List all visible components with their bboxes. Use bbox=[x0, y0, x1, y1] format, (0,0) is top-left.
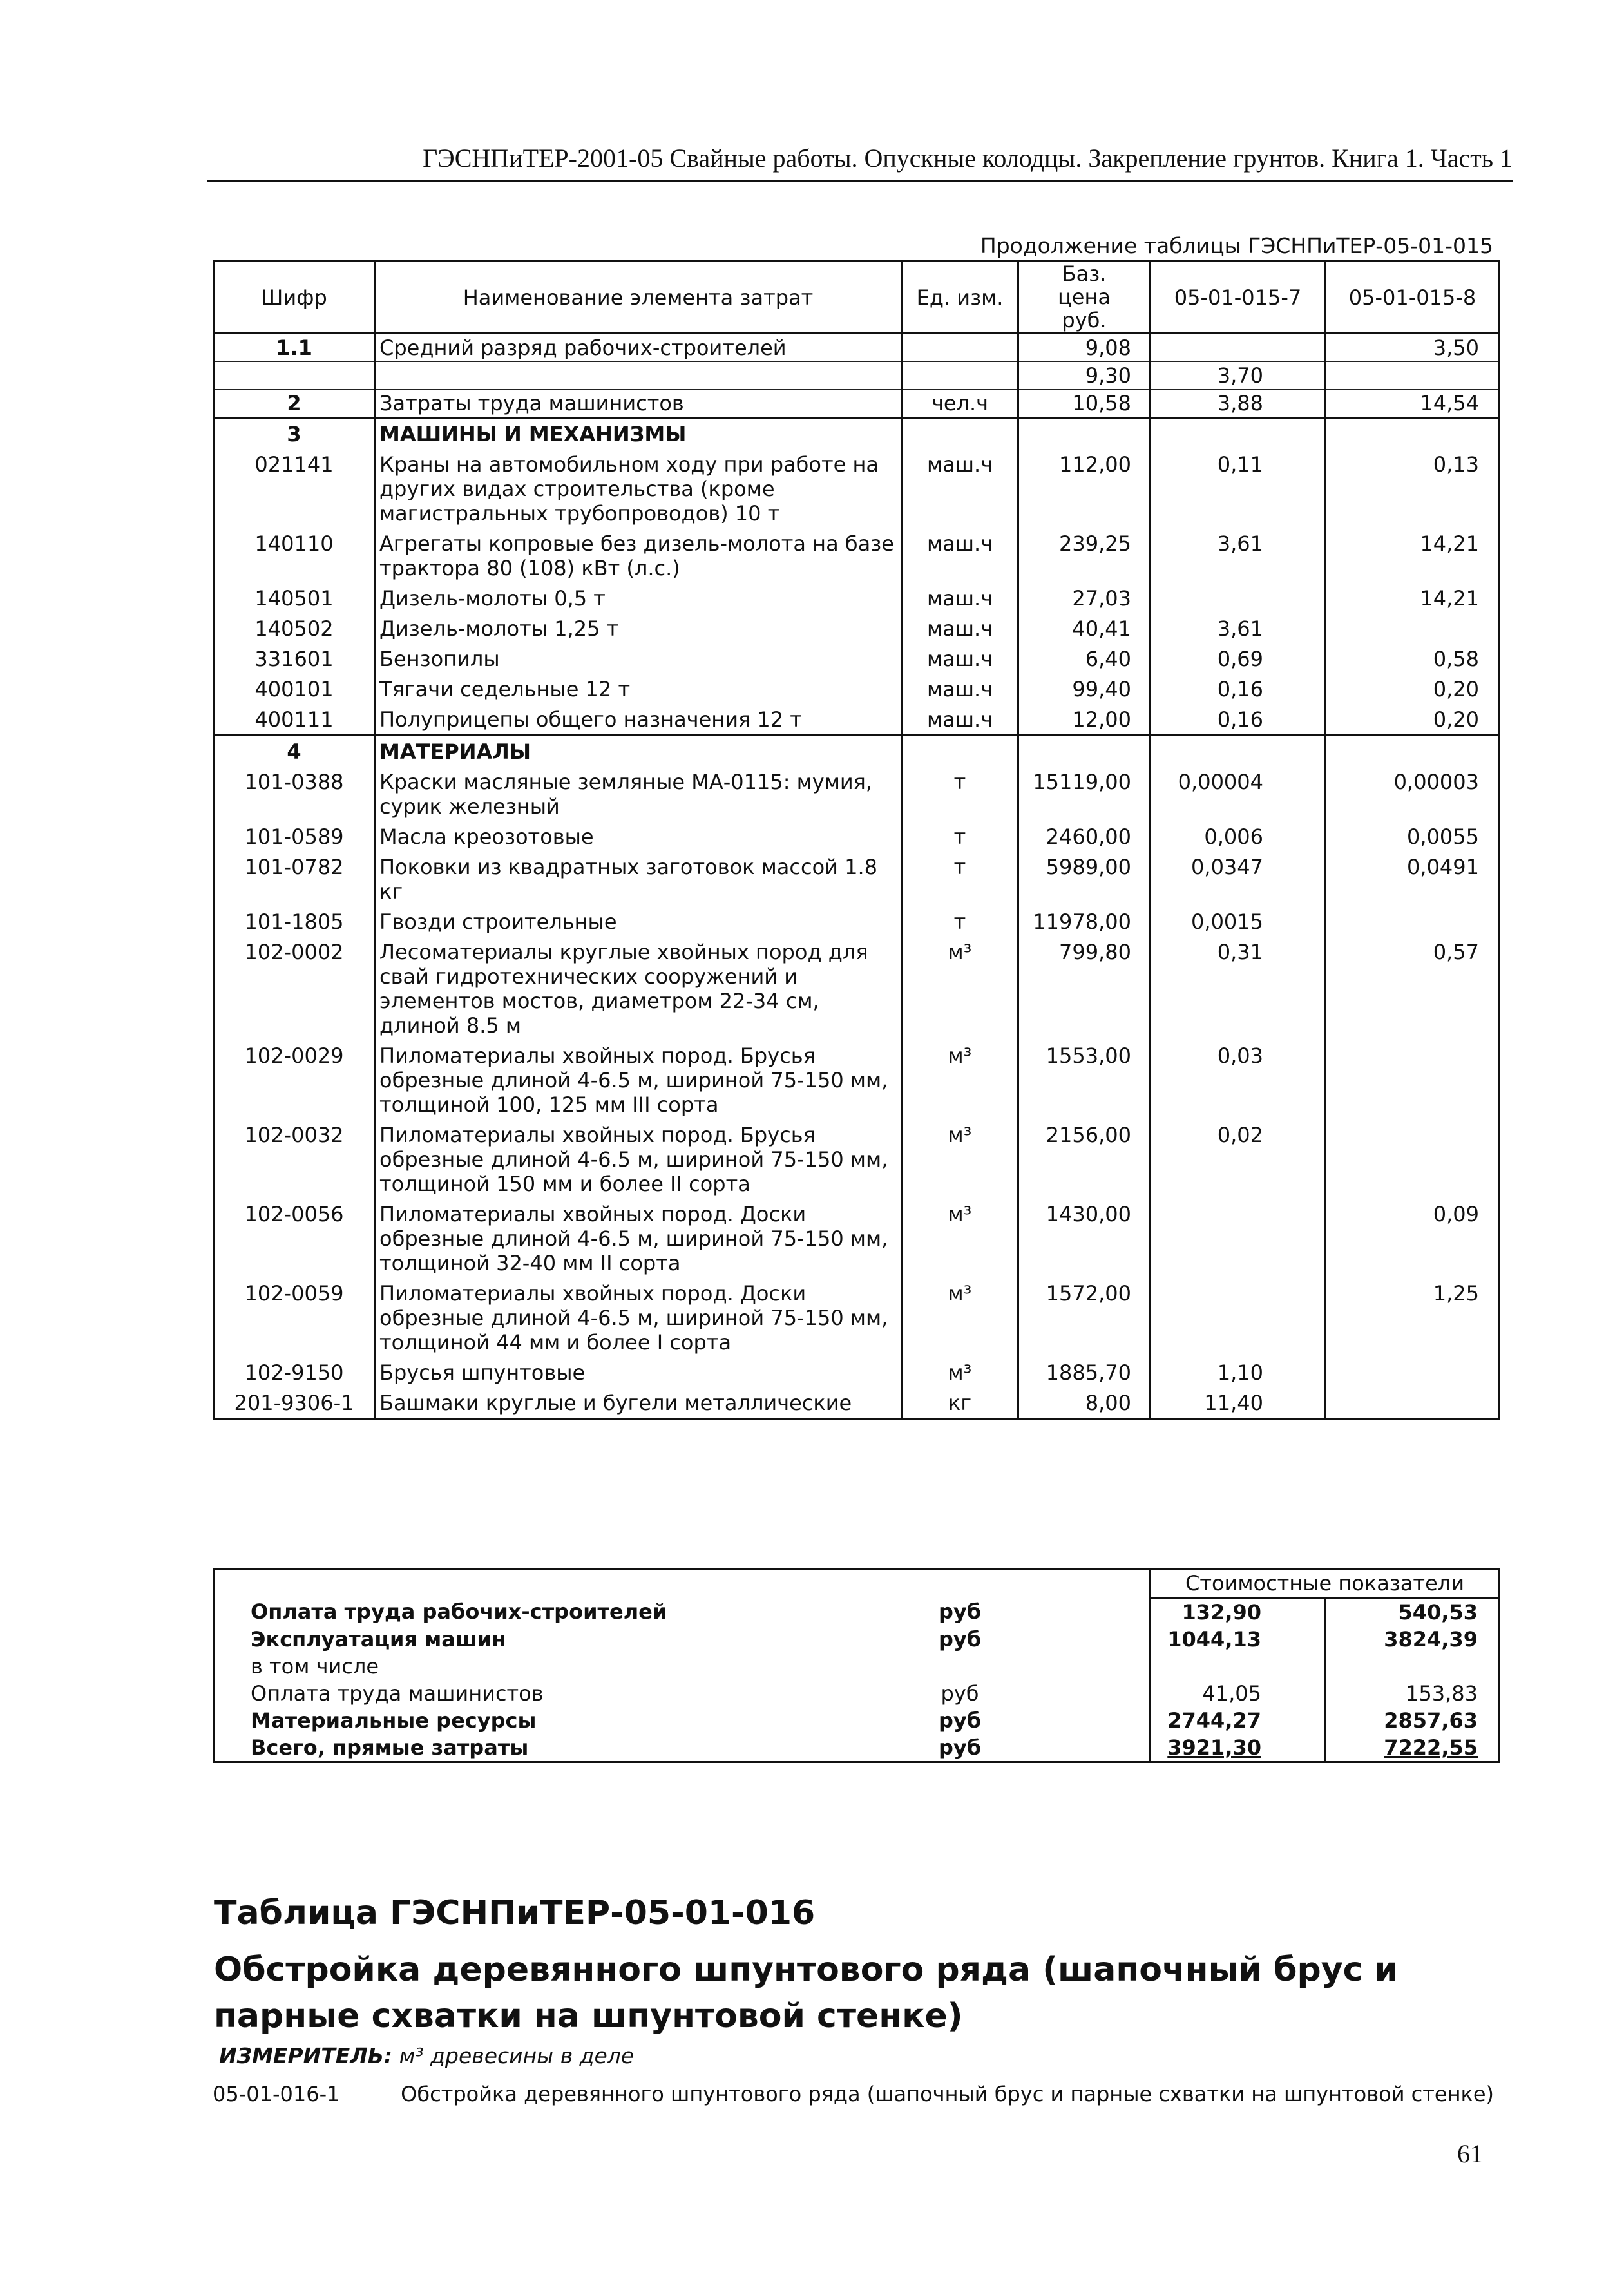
totals-label: Материальные ресурсы bbox=[251, 1708, 537, 1733]
totals-value-015-8: 7222,55 bbox=[1326, 1734, 1500, 1762]
totals-value-015-7 bbox=[1151, 1653, 1326, 1680]
row-value-015-7 bbox=[1151, 418, 1326, 450]
table-row bbox=[214, 613, 1500, 643]
totals-unit: руб bbox=[938, 1735, 982, 1760]
row-price: 12,00 bbox=[1018, 704, 1151, 736]
row-code: 102-0002 bbox=[214, 937, 375, 1040]
table-row bbox=[214, 821, 1500, 852]
col-header-price-text: Баз. цена руб. bbox=[1058, 262, 1111, 332]
table16-item bbox=[213, 2082, 1494, 2106]
totals-label: Эксплуатация машин bbox=[251, 1627, 506, 1652]
totals-spacer bbox=[1018, 1653, 1151, 1680]
row-value-015-7: 1,10 bbox=[1151, 1357, 1326, 1387]
row-value-015-8 bbox=[1326, 736, 1500, 767]
row-value-015-7 bbox=[1151, 1278, 1326, 1357]
row-value-015-8 bbox=[1326, 362, 1500, 390]
row-name: Масла креозотовые bbox=[375, 821, 902, 852]
table-continuation-note: Продолжение таблицы ГЭСНПиТЕР-05-01-015 bbox=[980, 233, 1493, 258]
row-unit: м³ bbox=[902, 1199, 1018, 1278]
row-name: Гвозди строительные bbox=[375, 906, 902, 937]
totals-row bbox=[214, 1626, 1500, 1653]
row-unit: кг bbox=[902, 1387, 1018, 1419]
row-price bbox=[1018, 418, 1151, 450]
row-value-015-7: 0,16 bbox=[1151, 704, 1326, 736]
row-code: 140502 bbox=[214, 613, 375, 643]
row-unit: маш.ч bbox=[902, 449, 1018, 528]
table-row bbox=[214, 1387, 1500, 1419]
row-code: 331601 bbox=[214, 643, 375, 674]
row-value-015-8: 14,21 bbox=[1326, 528, 1500, 583]
row-value-015-8: 0,00003 bbox=[1326, 767, 1500, 821]
row-name: Лесоматериалы круглые хвойных пород для свай гидротехнических сооружений и элементов мостов, диаметром 22-34 см, длиной 8.5 м bbox=[375, 937, 902, 1040]
totals-label: Оплата труда машинистов bbox=[251, 1681, 544, 1706]
totals-value-015-7: 41,05 bbox=[1151, 1680, 1326, 1707]
row-unit: чел.ч bbox=[902, 390, 1018, 418]
row-price: 2156,00 bbox=[1018, 1119, 1151, 1199]
totals-unit: руб bbox=[941, 1681, 979, 1706]
row-code: 140110 bbox=[214, 528, 375, 583]
row-value-015-7: 3,61 bbox=[1151, 528, 1326, 583]
row-value-015-8: 0,57 bbox=[1326, 937, 1500, 1040]
row-code: 101-0589 bbox=[214, 821, 375, 852]
row-name: Агрегаты копровые без дизель-молота на базе трактора 80 (108) кВт (л.с.) bbox=[375, 528, 902, 583]
totals-row bbox=[214, 1598, 1500, 1626]
row-price: 799,80 bbox=[1018, 937, 1151, 1040]
row-name: Бензопилы bbox=[375, 643, 902, 674]
row-code: 2 bbox=[214, 390, 375, 418]
row-price: 11978,00 bbox=[1018, 906, 1151, 937]
row-value-015-8 bbox=[1326, 1040, 1500, 1119]
table-row bbox=[214, 449, 1500, 528]
table-row bbox=[214, 528, 1500, 583]
row-value-015-8 bbox=[1326, 1387, 1500, 1419]
totals-value-015-7: 132,90 bbox=[1151, 1598, 1326, 1626]
row-code: 140501 bbox=[214, 583, 375, 613]
totals-spacer bbox=[1018, 1680, 1151, 1707]
totals-value-015-7: 2744,27 bbox=[1151, 1707, 1326, 1734]
table-row bbox=[214, 1357, 1500, 1387]
row-unit: т bbox=[902, 906, 1018, 937]
row-value-015-8 bbox=[1326, 1357, 1500, 1387]
meter-value: м³ древесины в деле bbox=[399, 2043, 635, 2068]
row-value-015-7: 0,69 bbox=[1151, 643, 1326, 674]
row-unit: м³ bbox=[902, 1040, 1018, 1119]
totals-body bbox=[214, 1569, 1500, 1762]
row-value-015-7: 11,40 bbox=[1151, 1387, 1326, 1419]
row-unit bbox=[902, 334, 1018, 362]
row-value-015-7: 3,61 bbox=[1151, 613, 1326, 643]
row-name: Затраты труда машинистов bbox=[375, 390, 902, 418]
row-value-015-7: 0,31 bbox=[1151, 937, 1326, 1040]
row-value-015-7 bbox=[1151, 1199, 1326, 1278]
table-row bbox=[214, 1278, 1500, 1357]
row-value-015-8: 0,13 bbox=[1326, 449, 1500, 528]
row-unit: маш.ч bbox=[902, 613, 1018, 643]
row-code: 400101 bbox=[214, 674, 375, 704]
row-value-015-7: 0,11 bbox=[1151, 449, 1326, 528]
row-unit: т bbox=[902, 852, 1018, 906]
row-code: 1.1 bbox=[214, 334, 375, 362]
row-value-015-7: 0,0015 bbox=[1151, 906, 1326, 937]
row-value-015-8: 0,0491 bbox=[1326, 852, 1500, 906]
table-row bbox=[214, 736, 1500, 767]
totals-row bbox=[214, 1707, 1500, 1734]
row-unit: м³ bbox=[902, 1357, 1018, 1387]
row-value-015-7: 3,70 bbox=[1151, 362, 1326, 390]
row-unit bbox=[902, 362, 1018, 390]
row-unit: маш.ч bbox=[902, 643, 1018, 674]
row-price: 112,00 bbox=[1018, 449, 1151, 528]
totals-value-015-7: 3921,30 bbox=[1151, 1734, 1326, 1762]
row-code: 102-0029 bbox=[214, 1040, 375, 1119]
page-number: 61 bbox=[1457, 2139, 1483, 2168]
row-price: 40,41 bbox=[1018, 613, 1151, 643]
table-row bbox=[214, 767, 1500, 821]
row-value-015-7: 0,00004 bbox=[1151, 767, 1326, 821]
row-name: Тягачи седельные 12 т bbox=[375, 674, 902, 704]
row-price: 1430,00 bbox=[1018, 1199, 1151, 1278]
table-row bbox=[214, 643, 1500, 674]
meter-label: ИЗМЕРИТЕЛЬ: bbox=[219, 2043, 393, 2068]
table-row bbox=[214, 1119, 1500, 1199]
row-unit: м³ bbox=[902, 937, 1018, 1040]
row-value-015-8: 0,58 bbox=[1326, 643, 1500, 674]
row-code: 102-9150 bbox=[214, 1357, 375, 1387]
running-header: ГЭСНПиТЕР-2001-05 Свайные работы. Опускные колодцы. Закрепление грунтов. Книга 1. Часть 1 bbox=[423, 144, 1513, 173]
table-row bbox=[214, 583, 1500, 613]
totals-unit: руб bbox=[938, 1599, 982, 1624]
cost-indicators-table bbox=[213, 1568, 1500, 1763]
totals-value-015-8: 3824,39 bbox=[1326, 1626, 1500, 1653]
row-value-015-8: 0,0055 bbox=[1326, 821, 1500, 852]
totals-label: в том числе bbox=[251, 1654, 379, 1679]
row-name: Полуприцепы общего назначения 12 т bbox=[375, 704, 902, 736]
totals-row bbox=[214, 1680, 1500, 1707]
row-name: Пиломатериалы хвойных пород. Доски обрезные длиной 4-6.5 м, шириной 75-150 мм, толщиной 44 мм и более I сорта bbox=[375, 1278, 902, 1357]
totals-caption-row bbox=[214, 1569, 1500, 1598]
table-row bbox=[214, 1199, 1500, 1278]
table-header-row bbox=[214, 262, 1500, 334]
table16-subtitle: Обстройка деревянного шпунтового ряда (шапочный брус и парные схватки на шпунтовой стенке) bbox=[214, 1950, 1398, 2035]
totals-row bbox=[214, 1653, 1500, 1680]
row-value-015-7 bbox=[1151, 583, 1326, 613]
col-header-code: Шифр bbox=[214, 262, 375, 334]
resource-table bbox=[213, 260, 1500, 1420]
row-value-015-8: 1,25 bbox=[1326, 1278, 1500, 1357]
row-value-015-7: 0,03 bbox=[1151, 1040, 1326, 1119]
col-header-name: Наименование элемента затрат bbox=[375, 262, 902, 334]
table-row bbox=[214, 852, 1500, 906]
row-unit: маш.ч bbox=[902, 583, 1018, 613]
row-price: 2460,00 bbox=[1018, 821, 1151, 852]
row-unit: т bbox=[902, 767, 1018, 821]
row-value-015-8 bbox=[1326, 906, 1500, 937]
row-value-015-7: 0,0347 bbox=[1151, 852, 1326, 906]
row-name bbox=[375, 362, 902, 390]
row-name: Краски масляные земляные МА-0115: мумия, сурик железный bbox=[375, 767, 902, 821]
row-code: 101-0782 bbox=[214, 852, 375, 906]
row-price: 1553,00 bbox=[1018, 1040, 1151, 1119]
row-value-015-8: 0,09 bbox=[1326, 1199, 1500, 1278]
row-price: 10,58 bbox=[1018, 390, 1151, 418]
table-row bbox=[214, 334, 1500, 362]
totals-spacer bbox=[1018, 1734, 1151, 1762]
col-header-price bbox=[1018, 262, 1151, 334]
row-code: 102-0056 bbox=[214, 1199, 375, 1278]
row-value-015-7 bbox=[1151, 334, 1326, 362]
row-value-015-8 bbox=[1326, 1119, 1500, 1199]
table16-meter bbox=[219, 2043, 634, 2068]
row-name: Поковки из квадратных заготовок массой 1.8 кг bbox=[375, 852, 902, 906]
row-value-015-7: 3,88 bbox=[1151, 390, 1326, 418]
col-header-unit: Ед. изм. bbox=[902, 262, 1018, 334]
table-row bbox=[214, 390, 1500, 418]
row-unit: маш.ч bbox=[902, 528, 1018, 583]
totals-label: Всего, прямые затраты bbox=[251, 1735, 529, 1760]
row-value-015-7 bbox=[1151, 736, 1326, 767]
row-code bbox=[214, 362, 375, 390]
row-name: Пиломатериалы хвойных пород. Брусья обрезные длиной 4-6.5 м, шириной 75-150 мм, толщиной 100, 125 мм III сорта bbox=[375, 1040, 902, 1119]
row-price: 239,25 bbox=[1018, 528, 1151, 583]
row-code: 101-0388 bbox=[214, 767, 375, 821]
row-price: 1885,70 bbox=[1018, 1357, 1151, 1387]
row-price: 6,40 bbox=[1018, 643, 1151, 674]
row-value-015-7: 0,16 bbox=[1151, 674, 1326, 704]
totals-unit: руб bbox=[938, 1708, 982, 1733]
row-name: Пиломатериалы хвойных пород. Доски обрезные длиной 4-6.5 м, шириной 75-150 мм, толщиной 32-40 мм II сорта bbox=[375, 1199, 902, 1278]
totals-value-015-8: 2857,63 bbox=[1326, 1707, 1500, 1734]
table-row bbox=[214, 906, 1500, 937]
totals-row bbox=[214, 1734, 1500, 1762]
totals-spacer bbox=[1018, 1707, 1151, 1734]
row-price: 27,03 bbox=[1018, 583, 1151, 613]
row-code: 3 bbox=[214, 418, 375, 450]
table-row bbox=[214, 937, 1500, 1040]
table-row bbox=[214, 1040, 1500, 1119]
row-name: Башмаки круглые и бугели металлические bbox=[375, 1387, 902, 1419]
col-header-015-8: 05-01-015-8 bbox=[1326, 262, 1500, 334]
table16-item-code: 05-01-016-1 bbox=[213, 2082, 340, 2106]
table-row bbox=[214, 674, 1500, 704]
totals-label: Оплата труда рабочих-строителей bbox=[251, 1599, 667, 1624]
row-price: 9,30 bbox=[1018, 362, 1151, 390]
totals-value-015-8 bbox=[1326, 1653, 1500, 1680]
table16-title: Таблица ГЭСНПиТЕР-05-01-016 bbox=[214, 1894, 816, 1932]
totals-spacer bbox=[1018, 1626, 1151, 1653]
totals-spacer bbox=[1018, 1598, 1151, 1626]
row-value-015-8: 14,21 bbox=[1326, 583, 1500, 613]
row-name: Пиломатериалы хвойных пород. Брусья обрезные длиной 4-6.5 м, шириной 75-150 мм, толщиной 150 мм и более II сорта bbox=[375, 1119, 902, 1199]
row-unit bbox=[902, 736, 1018, 767]
row-price: 1572,00 bbox=[1018, 1278, 1151, 1357]
row-price: 9,08 bbox=[1018, 334, 1151, 362]
totals-unit: руб bbox=[938, 1627, 982, 1652]
totals-unit bbox=[902, 1653, 1018, 1680]
row-price bbox=[1018, 736, 1151, 767]
row-name: Дизель-молоты 0,5 т bbox=[375, 583, 902, 613]
row-value-015-7: 0,006 bbox=[1151, 821, 1326, 852]
row-code: 021141 bbox=[214, 449, 375, 528]
row-value-015-8 bbox=[1326, 613, 1500, 643]
row-value-015-7: 0,02 bbox=[1151, 1119, 1326, 1199]
row-price: 99,40 bbox=[1018, 674, 1151, 704]
row-code: 102-0032 bbox=[214, 1119, 375, 1199]
row-code: 4 bbox=[214, 736, 375, 767]
row-name: Брусья шпунтовые bbox=[375, 1357, 902, 1387]
row-price: 15119,00 bbox=[1018, 767, 1151, 821]
row-name: Краны на автомобильном ходу при работе на других видах строительства (кроме магистральных трубопроводов) 10 т bbox=[375, 449, 902, 528]
totals-value-015-8: 153,83 bbox=[1326, 1680, 1500, 1707]
row-value-015-8: 14,54 bbox=[1326, 390, 1500, 418]
row-code: 400111 bbox=[214, 704, 375, 736]
table-row bbox=[214, 362, 1500, 390]
row-unit: м³ bbox=[902, 1278, 1018, 1357]
row-value-015-8: 0,20 bbox=[1326, 674, 1500, 704]
row-code: 201-9306-1 bbox=[214, 1387, 375, 1419]
row-name: МАТЕРИАЛЫ bbox=[375, 736, 902, 767]
row-price: 8,00 bbox=[1018, 1387, 1151, 1419]
row-code: 101-1805 bbox=[214, 906, 375, 937]
table-body bbox=[214, 334, 1500, 1419]
row-unit bbox=[902, 418, 1018, 450]
row-unit: м³ bbox=[902, 1119, 1018, 1199]
totals-value-015-8: 540,53 bbox=[1326, 1598, 1500, 1626]
totals-value-015-7: 1044,13 bbox=[1151, 1626, 1326, 1653]
row-price: 5989,00 bbox=[1018, 852, 1151, 906]
table-row bbox=[214, 418, 1500, 450]
row-unit: т bbox=[902, 821, 1018, 852]
header-rule bbox=[207, 180, 1513, 182]
row-name: МАШИНЫ И МЕХАНИЗМЫ bbox=[375, 418, 902, 450]
row-unit: маш.ч bbox=[902, 704, 1018, 736]
table-row bbox=[214, 704, 1500, 736]
table16-item-name: Обстройка деревянного шпунтового ряда (шапочный брус и парные схватки на шпунтовой стенке) bbox=[401, 2082, 1494, 2106]
row-name: Средний разряд рабочих-строителей bbox=[375, 334, 902, 362]
row-value-015-8 bbox=[1326, 418, 1500, 450]
row-value-015-8: 3,50 bbox=[1326, 334, 1500, 362]
col-header-015-7: 05-01-015-7 bbox=[1151, 262, 1326, 334]
row-code: 102-0059 bbox=[214, 1278, 375, 1357]
row-name: Дизель-молоты 1,25 т bbox=[375, 613, 902, 643]
row-unit: маш.ч bbox=[902, 674, 1018, 704]
totals-caption: Стоимостные показатели bbox=[1151, 1569, 1500, 1598]
row-value-015-8: 0,20 bbox=[1326, 704, 1500, 736]
